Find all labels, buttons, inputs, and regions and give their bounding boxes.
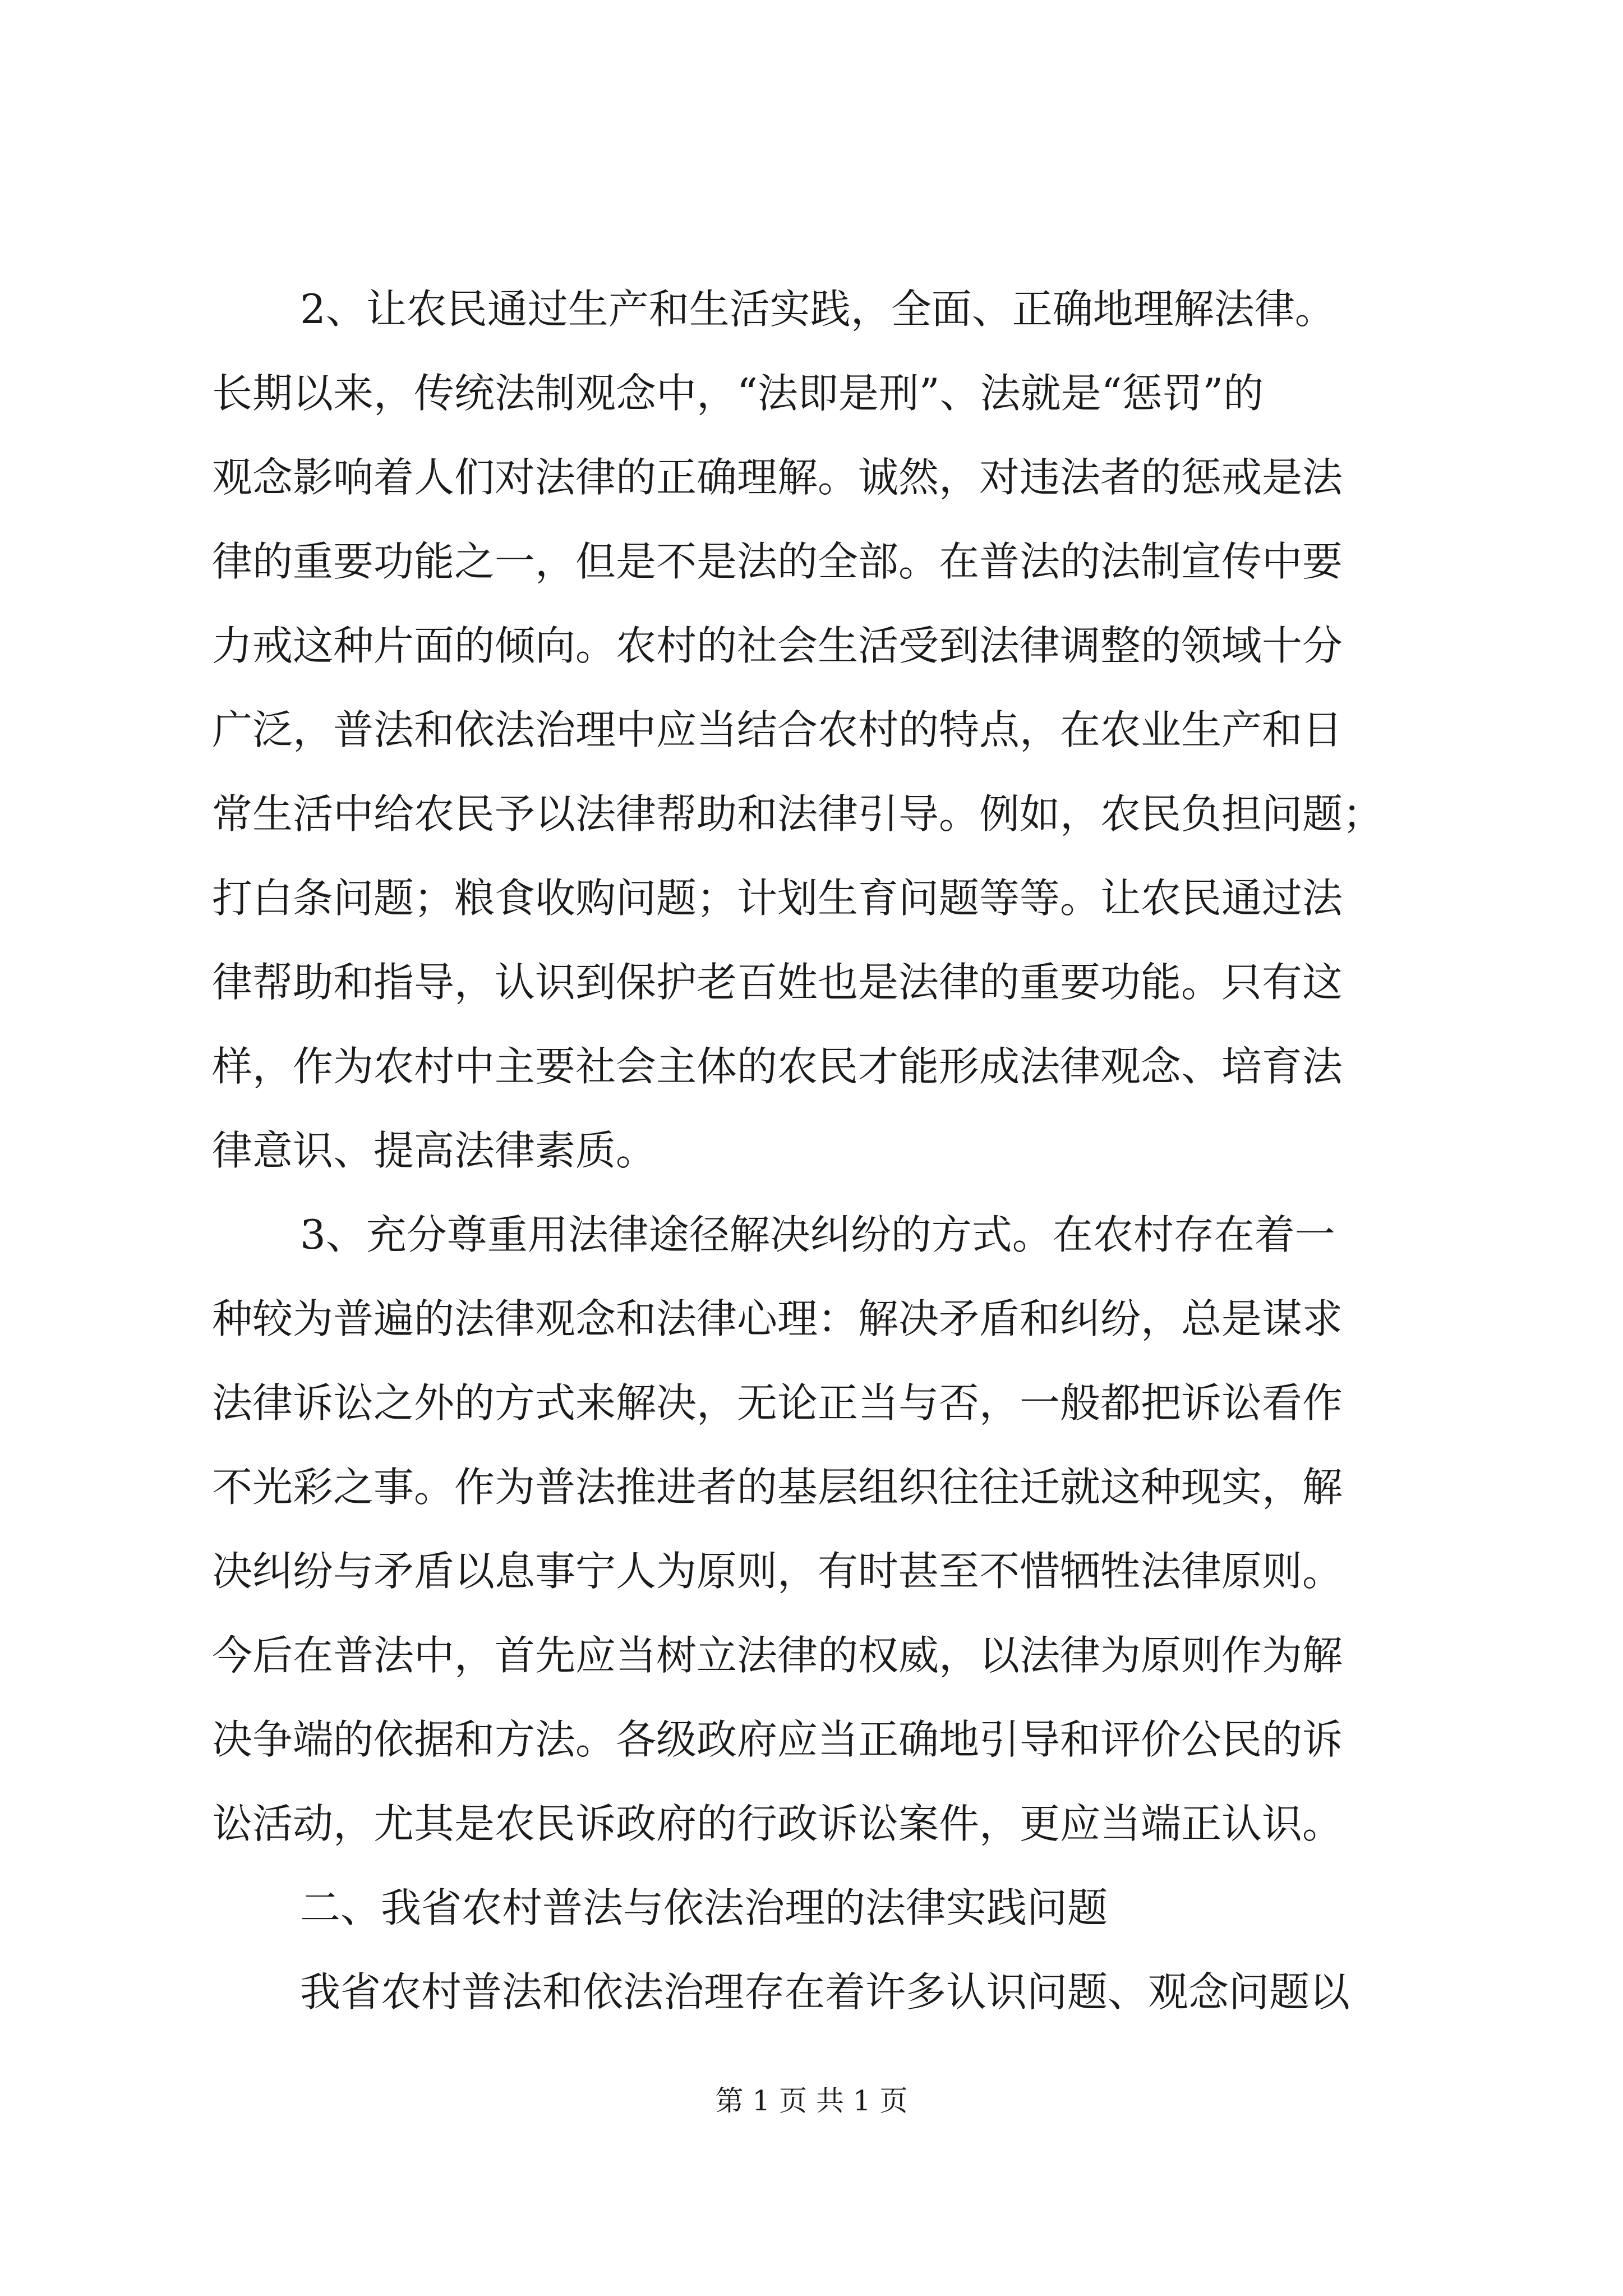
line-18: 决争端的依据和方法。各级政府应当正确地引导和评价公民的诉 bbox=[212, 1716, 1343, 1763]
line-11: 律意识、提高法律素质。 bbox=[212, 1127, 657, 1174]
line-6: 广泛，普法和依法治理中应当结合农村的特点，在农业生产和日 bbox=[212, 706, 1343, 753]
line-12: 3、充分尊重用法律途径解决纠纷的方式。在农村存在着一 bbox=[300, 1211, 1335, 1258]
line-9: 律帮助和指导，认识到保护老百姓也是法律的重要功能。只有这 bbox=[212, 959, 1343, 1006]
line-7: 常生活中给农民予以法律帮助和法律引导。例如，农民负担问题； bbox=[212, 790, 1384, 838]
line-1: 2、让农民通过生产和生活实践，全面、正确地理解法律。 bbox=[300, 286, 1335, 333]
line-10: 样，作为农村中主要社会主体的农民才能形成法律观念、培育法 bbox=[212, 1043, 1343, 1090]
line-20: 二、我省农村普法与依法治理的法律实践问题 bbox=[300, 1884, 1108, 1931]
line-13: 种较为普遍的法律观念和法律心理：解决矛盾和纠纷，总是谋求 bbox=[212, 1295, 1343, 1342]
line-15: 不光彩之事。作为普法推进者的基层组织往往迁就这种现实，解 bbox=[212, 1464, 1343, 1511]
line-14: 法律诉讼之外的方式来解决，无论正当与否，一般都把诉讼看作 bbox=[212, 1379, 1343, 1427]
line-2: 长期以来，传统法制观念中，“法即是刑”、法就是“惩罚”的 bbox=[212, 370, 1264, 417]
line-8: 打白条问题；粮食收购问题；计划生育问题等等。让农民通过法 bbox=[212, 875, 1343, 922]
line-17: 今后在普法中，首先应当树立法律的权威，以法律为原则作为解 bbox=[212, 1632, 1343, 1679]
line-19: 讼活动，尤其是农民诉政府的行政诉讼案件，更应当端正认识。 bbox=[212, 1800, 1343, 1847]
line-3: 观念影响着人们对法律的正确理解。诚然，对违法者的惩戒是法 bbox=[212, 454, 1343, 501]
line-16: 决纠纷与矛盾以息事宁人为原则，有时甚至不惜牺牲法律原则。 bbox=[212, 1548, 1343, 1595]
line-21: 我省农村普法和依法治理存在着许多认识问题、观念问题以 bbox=[300, 1968, 1350, 2016]
line-5: 力戒这种片面的倾向。农村的社会生活受到法律调整的领域十分 bbox=[212, 622, 1343, 669]
line-4: 律的重要功能之一，但是不是法的全部。在普法的法制宣传中要 bbox=[212, 538, 1343, 585]
page-number-footer: 第 1 页 共 1 页 bbox=[715, 2085, 908, 2117]
